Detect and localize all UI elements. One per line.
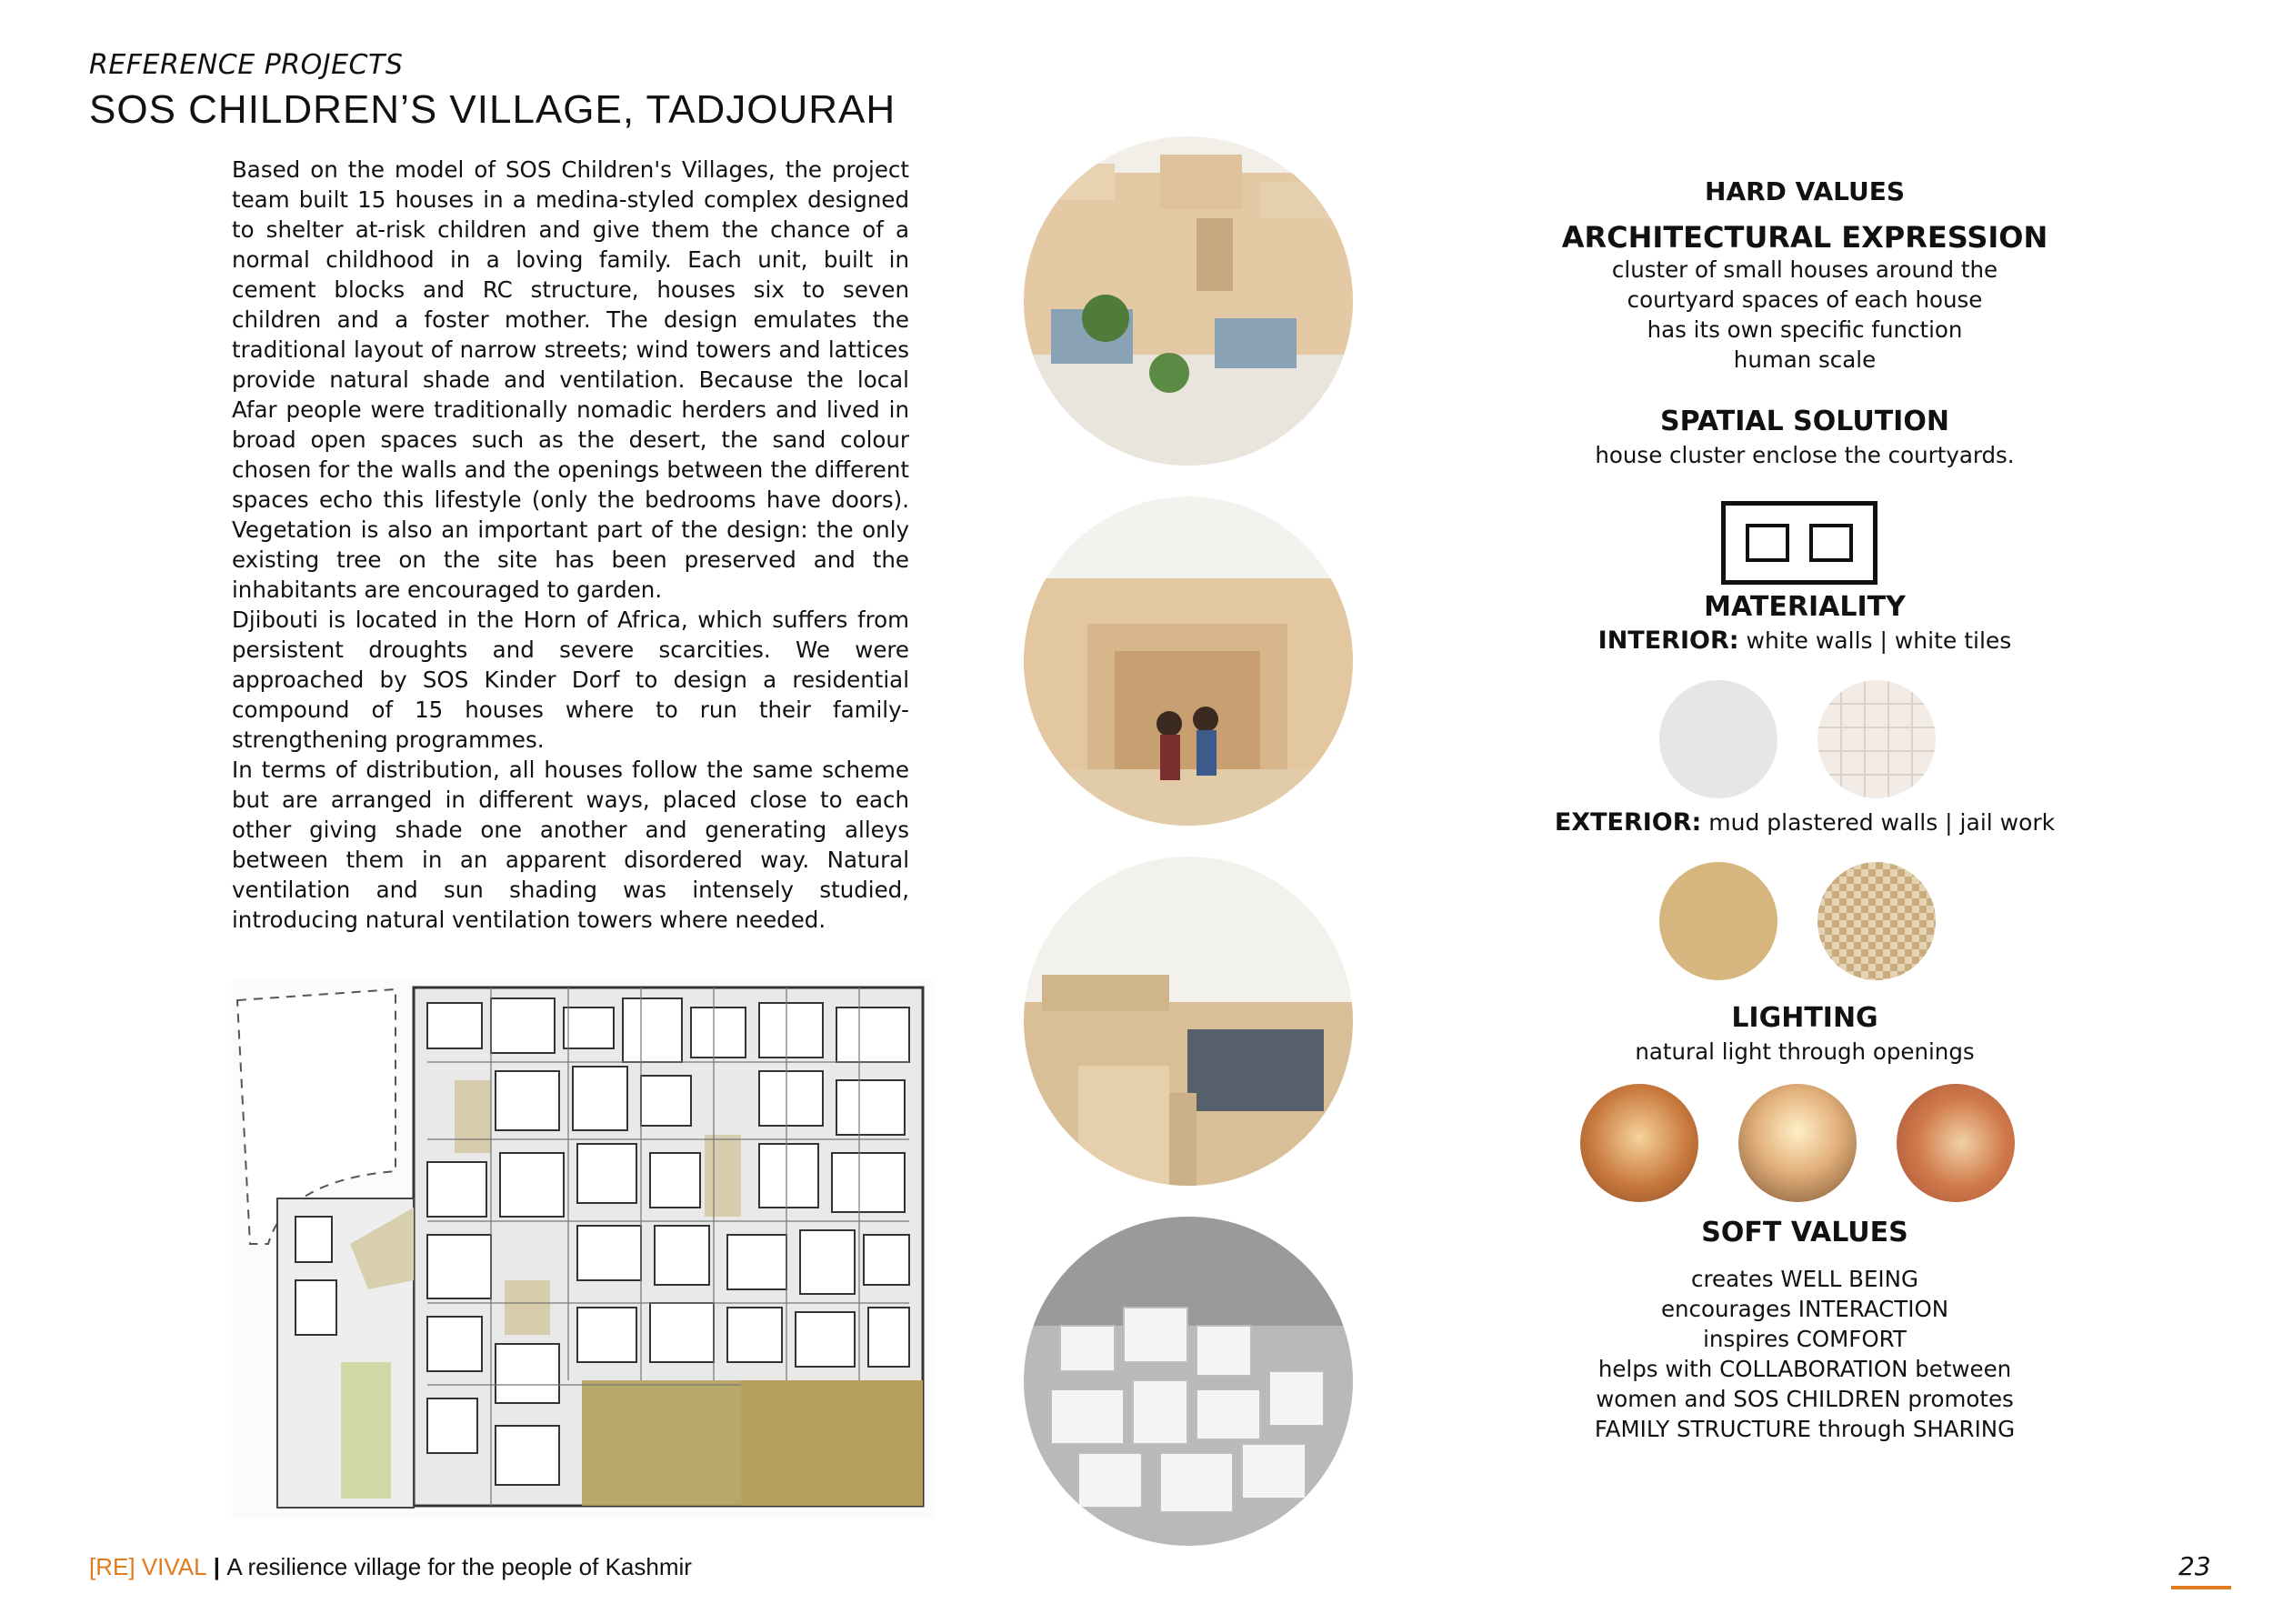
soft-values-heading: SOFT VALUES (1701, 1217, 1908, 1248)
children-courtyard-photo (1024, 496, 1353, 826)
massing-model-render (1024, 1217, 1353, 1546)
interior-materials (1546, 626, 2064, 656)
arch-line: courtyard spaces of each house (1627, 286, 1983, 313)
soft-values-text (1546, 1264, 2064, 1444)
jail-work-swatch (1817, 862, 1936, 980)
architectural-expression-heading: ARCHITECTURAL EXPRESSION (1561, 220, 2048, 255)
exterior-label: EXTERIOR: (1554, 808, 1702, 837)
materiality-heading: MATERIALITY (1704, 591, 1906, 623)
site-plan-drawing (232, 980, 934, 1519)
project-description (232, 155, 909, 935)
description-paragraph-1: Based on the model of SOS Children's Villages, the project team built 15 houses in a medina-styled complex designed to shelter at-risk children and give them the chance of a normal childhood in a loving family. Each unit, built in cement blocks and RC structure, houses six to seven children and a foster mother. The design emulates the traditional layout of narrow streets; wind towers and lattices provide natural shade and ventilation. Because the local Afar people were traditionally nomadic herders and lived in broad open spaces such as the desert, the sand colour chosen for the walls and the openings between the different spaces echo this lifestyle (only the bedrooms have doors). Vegetation is also an important part of the design: the only existing tree on the site has been preserved and the inhabitants are encouraged to garden. (232, 156, 909, 603)
interior-text: white walls | white tiles (1738, 627, 2012, 654)
soft-line: FAMILY STRUCTURE through SHARING (1594, 1416, 2016, 1442)
soft-line: creates WELL BEING (1691, 1266, 1918, 1292)
interior-label: INTERIOR: (1597, 627, 1739, 655)
hard-values-heading: HARD VALUES (1705, 176, 1905, 206)
arch-line: cluster of small houses around the (1611, 256, 1998, 283)
footer-brand: [RE] VIVAL (89, 1553, 207, 1580)
lighting-heading: LIGHTING (1731, 1002, 1878, 1034)
mud-plaster-swatch (1659, 862, 1777, 980)
architectural-expression-text (1546, 255, 2064, 375)
exterior-text: mud plastered walls | jail work (1701, 809, 2056, 836)
lighting-text: natural light through openings (1635, 1038, 1975, 1065)
interior-light-photo-2 (1738, 1084, 1857, 1202)
arch-line: human scale (1733, 346, 1877, 373)
exterior-materials (1546, 807, 2064, 837)
white-wall-swatch (1659, 680, 1777, 798)
description-paragraph-3: In terms of distribution, all houses follow the same scheme but are arranged in different ways, placed close to each other giving shade one another and generating alleys between them in an apparent disordered way. Natural ventilation and sun shading was intensely studied, introducing natural ventilation towers where needed. (232, 757, 909, 933)
soft-line: encourages INTERACTION (1660, 1296, 1949, 1322)
page-number: 23 (2178, 1551, 2211, 1581)
spatial-solution-text: house cluster enclose the courtyards. (1595, 442, 2015, 468)
courtyard-photo (1024, 136, 1353, 466)
spatial-solution-heading: SPATIAL SOLUTION (1660, 406, 1949, 437)
description-paragraph-2: Djibouti is located in the Horn of Africa, which suffers from persistent droughts and severe scarcities. We were approached by SOS Kinder Dorf to design a residential compound of 15 houses where to run their family-strengthening programmes. (232, 606, 909, 753)
page-number-underline (2171, 1586, 2231, 1589)
soft-line: helps with COLLABORATION between (1597, 1356, 2012, 1382)
page-title: SOS CHILDREN’S VILLAGE, TADJOURAH (89, 87, 896, 132)
white-tile-swatch (1817, 680, 1936, 798)
rooftop-view-photo (1024, 857, 1353, 1186)
interior-light-photo-1 (1580, 1084, 1698, 1202)
footer-tagline (89, 1553, 692, 1581)
arch-line: has its own specific function (1647, 316, 1963, 343)
courtyard-diagram-icon (1721, 501, 1877, 585)
interior-light-photo-3 (1897, 1084, 2015, 1202)
soft-line: women and SOS CHILDREN promotes (1596, 1386, 2014, 1412)
soft-line: inspires COMFORT (1703, 1326, 1907, 1352)
footer-separator: | (206, 1553, 227, 1580)
section-label: REFERENCE PROJECTS (89, 49, 404, 81)
footer-text: A resilience village for the people of Kashmir (226, 1553, 692, 1580)
